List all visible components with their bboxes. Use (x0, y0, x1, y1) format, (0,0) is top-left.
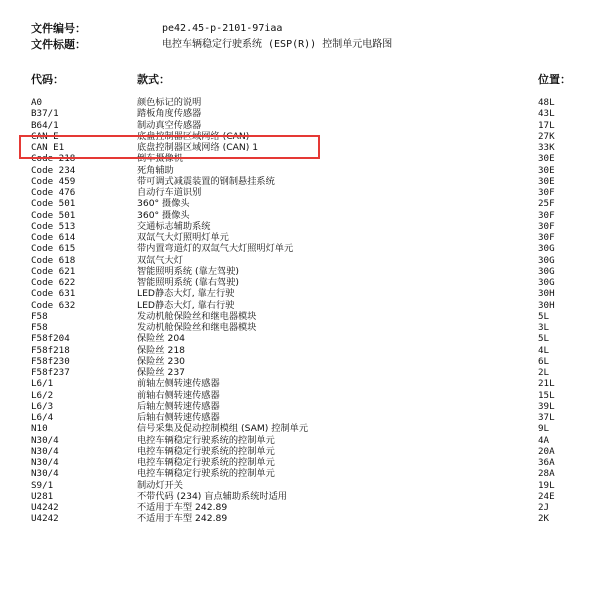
row-description: 踏板角度传感器 (137, 108, 202, 120)
table-row (31, 243, 576, 254)
table-row (31, 435, 576, 446)
row-code: Code 614 (31, 232, 76, 243)
row-description: 电控车辆稳定行驶系统的控制单元 (137, 445, 275, 457)
row-code: CAN E1 (31, 142, 65, 153)
row-description: 信号采集及促动控制模组 (SAM) 控制单元 (137, 423, 309, 435)
row-code: Code 459 (31, 175, 76, 187)
row-code: U4242 (31, 513, 59, 525)
table-row (31, 446, 576, 457)
row-code: F58f230 (31, 355, 70, 367)
row-description: 制动灯开关 (137, 479, 183, 491)
doc-title-label: 文件标题： (31, 38, 86, 51)
row-description: 倒车摄像机 (137, 153, 183, 165)
doc-title-value: 电控车辆稳定行驶系统 (ESP(R)) 控制单元电路图 (162, 39, 393, 50)
row-code: Code 513 (31, 220, 76, 232)
table-row (31, 378, 576, 389)
table-row (31, 457, 576, 468)
row-position: 2K (538, 513, 550, 525)
row-position: 30G (538, 277, 555, 288)
table-row (31, 108, 576, 119)
row-code: F58 (31, 310, 48, 322)
table-row (31, 300, 576, 311)
row-position: 48L (538, 97, 555, 108)
table-row (31, 401, 576, 412)
table-row (31, 367, 576, 378)
header-code: 代码： (31, 73, 64, 86)
table-row (31, 120, 576, 131)
row-code: N30/4 (31, 434, 59, 446)
row-code: Code 632 (31, 299, 76, 311)
row-position: 30E (538, 164, 555, 176)
row-position: 30F (538, 209, 555, 221)
row-description: 制动真空传感器 (137, 119, 202, 131)
row-position: 30E (538, 153, 555, 165)
row-description: 电控车辆稳定行驶系统的控制单元 (137, 434, 275, 446)
row-code: Code 621 (31, 265, 76, 277)
row-description: 智能照明系统 (靠左驾驶) (137, 265, 239, 277)
row-position: 4L (538, 344, 550, 356)
row-position: 30H (538, 288, 555, 300)
row-code: Code 501 (31, 209, 76, 221)
row-position: 30F (538, 232, 555, 243)
table-row (31, 345, 576, 356)
row-position: 17L (538, 119, 555, 131)
row-code: B64/1 (31, 119, 59, 131)
row-code: L6/1 (31, 378, 54, 390)
row-position: 3L (538, 322, 550, 333)
row-description: 死角辅助 (137, 164, 174, 176)
row-code: Code 631 (31, 288, 76, 300)
row-position: 5L (538, 310, 550, 322)
row-position: 33K (538, 142, 555, 153)
table-row (31, 176, 576, 187)
row-position: 36A (538, 457, 555, 468)
table-row (31, 390, 576, 401)
row-code: Code 618 (31, 254, 76, 266)
row-position: 25F (538, 198, 555, 210)
row-description: 360° 摄像头 (137, 198, 190, 210)
table-row (31, 277, 576, 288)
table-row (31, 97, 576, 108)
header-model: 款式： (137, 73, 170, 86)
row-description: 带内置弯道灯的双氙气大灯照明灯单元 (137, 243, 294, 255)
table-row (31, 311, 576, 322)
row-position: 30F (538, 220, 555, 232)
row-position: 6L (538, 355, 550, 367)
row-code: N30/4 (31, 457, 59, 468)
row-description: 不适用于车型 242.89 (137, 502, 228, 513)
row-position: 21L (538, 378, 555, 390)
row-code: F58f237 (31, 367, 70, 378)
row-description: 保险丝 204 (137, 333, 186, 345)
row-description: 发动机舱保险丝和继电器模块 (137, 310, 257, 322)
row-code: F58 (31, 322, 48, 333)
row-position: 24E (538, 490, 555, 502)
table-row (31, 423, 576, 434)
row-description: 发动机舱保险丝和继电器模块 (137, 322, 257, 333)
header-position: 位置： (538, 73, 571, 86)
row-description: 电控车辆稳定行驶系统的控制单元 (137, 457, 275, 468)
table-row (31, 288, 576, 299)
row-description: LED静态大灯, 靠左行驶 (137, 288, 235, 300)
row-code: F58f218 (31, 344, 70, 356)
row-code: N30/4 (31, 468, 59, 480)
row-code: CAN E (31, 130, 59, 142)
table-row (31, 266, 576, 277)
row-position: 19L (538, 479, 555, 491)
row-description: 不适用于车型 242.89 (137, 513, 228, 525)
row-position: 30F (538, 187, 555, 198)
table-header (31, 71, 576, 87)
row-code: L6/4 (31, 412, 54, 423)
row-code: L6/2 (31, 389, 54, 401)
table-row (31, 356, 576, 367)
row-code: N10 (31, 423, 48, 435)
row-description: LED静态大灯, 靠右行驶 (137, 299, 235, 311)
table-row (31, 232, 576, 243)
row-code: Code 218 (31, 153, 76, 165)
row-position: 27K (538, 130, 555, 142)
row-description: 带可调式减震装置的钢制悬挂系统 (137, 175, 275, 187)
table-row (31, 468, 576, 479)
table-row (31, 333, 576, 344)
row-position: 2L (538, 367, 550, 378)
row-description: 底盘控制器区域网络 (CAN) (137, 130, 250, 142)
row-description: 智能照明系统 (靠右驾驶) (137, 277, 239, 288)
row-description: 保险丝 230 (137, 355, 186, 367)
row-description: 前轴左侧转速传感器 (137, 378, 220, 390)
row-position: 4A (538, 434, 550, 446)
table-row (31, 198, 576, 209)
row-code: F58f204 (31, 333, 70, 345)
table-row (31, 255, 576, 266)
row-description: 前轴右侧转速传感器 (137, 389, 220, 401)
row-position: 5L (538, 333, 550, 345)
table-row (31, 412, 576, 423)
row-description: 保险丝 218 (137, 344, 186, 356)
table-row (31, 165, 576, 176)
row-position: 2J (538, 502, 550, 513)
row-description: 保险丝 237 (137, 367, 186, 378)
row-position: 30G (538, 265, 555, 277)
row-position: 30G (538, 254, 555, 266)
row-position: 30H (538, 299, 555, 311)
row-position: 15L (538, 389, 555, 401)
row-position: 37L (538, 412, 555, 423)
row-description: 电控车辆稳定行驶系统的控制单元 (137, 468, 275, 480)
row-description: 自动行车道识别 (137, 187, 202, 198)
row-code: N30/4 (31, 445, 59, 457)
row-position: 20A (538, 445, 555, 457)
row-code: U4242 (31, 502, 59, 513)
row-description: 颜色标记的说明 (137, 97, 202, 108)
row-code: A0 (31, 97, 43, 108)
table-row (31, 210, 576, 221)
row-position: 39L (538, 400, 555, 412)
row-code: Code 622 (31, 277, 76, 288)
row-description: 双氙气大灯 (137, 254, 183, 266)
row-code: B37/1 (31, 108, 59, 120)
row-code: S9/1 (31, 479, 54, 491)
row-position: 43L (538, 108, 555, 120)
row-code: L6/3 (31, 400, 54, 412)
highlight-box (19, 135, 320, 159)
doc-number-label: 文件编号： (31, 22, 86, 35)
doc-number-value: pe42.45-p-2101-97iaa (162, 23, 283, 34)
row-description: 底盘控制器区域网络 (CAN) 1 (137, 142, 259, 153)
table-row (31, 480, 576, 491)
row-description: 后轴右侧转速传感器 (137, 412, 220, 423)
component-table (31, 97, 576, 525)
row-code: Code 501 (31, 198, 76, 210)
table-row (31, 187, 576, 198)
row-description: 交通标志辅助系统 (137, 220, 211, 232)
row-position: 28A (538, 468, 555, 480)
row-code: Code 615 (31, 243, 76, 255)
table-row (31, 221, 576, 232)
row-description: 不带代码 (234) 盲点辅助系统时适用 (137, 490, 287, 502)
table-row (31, 513, 576, 524)
row-description: 双氙气大灯照明灯单元 (137, 232, 229, 243)
row-code: Code 476 (31, 187, 76, 198)
table-row (31, 322, 576, 333)
row-code: Code 234 (31, 164, 76, 176)
table-row (31, 491, 576, 502)
row-position: 9L (538, 423, 550, 435)
row-position: 30G (538, 243, 555, 255)
row-position: 30E (538, 175, 555, 187)
table-row (31, 502, 576, 513)
row-description: 后轴左侧转速传感器 (137, 400, 220, 412)
row-code: U281 (31, 490, 54, 502)
row-description: 360° 摄像头 (137, 209, 190, 221)
